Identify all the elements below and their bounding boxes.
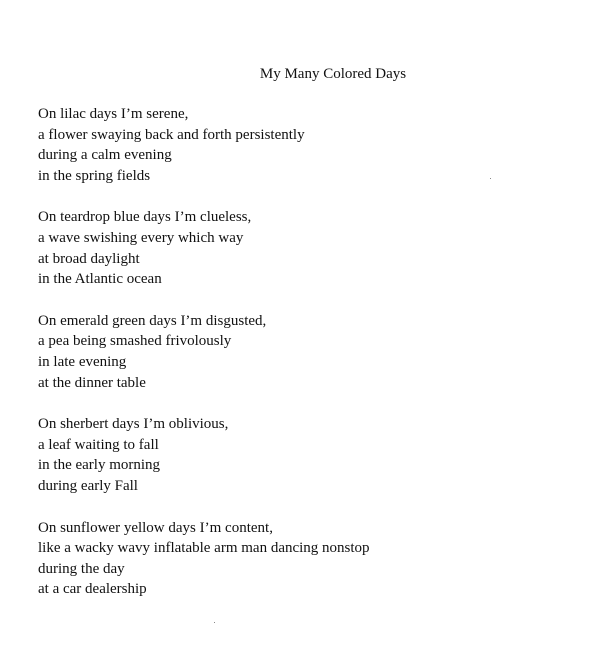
poem-line: at broad daylight <box>38 250 140 267</box>
stanza-1 <box>38 104 578 186</box>
poem-line: On sunflower yellow days I’m content, <box>38 519 273 536</box>
stanza-2 <box>38 207 578 289</box>
poem-line: in late evening <box>38 353 127 370</box>
poem-line: a leaf waiting to fall <box>38 436 159 453</box>
poem-line: in the early morning <box>38 457 161 474</box>
poem-line: a pea being smashed frivolously <box>38 333 232 350</box>
stanza-5 <box>38 518 578 600</box>
poem-line: a flower swaying back and forth persistently <box>38 126 305 143</box>
stanza-3 <box>38 311 578 393</box>
poem-line: during a calm evening <box>38 147 172 164</box>
scan-speck <box>490 178 491 179</box>
poem-line: On sherbert days I’m oblivious, <box>38 416 229 433</box>
scan-speck <box>214 622 215 623</box>
poem-line: at a car dealership <box>38 581 147 598</box>
poem-line: in the spring fields <box>38 167 151 184</box>
poem-line: a wave swishing every which way <box>38 229 244 246</box>
poem-body <box>38 104 578 621</box>
poem-line: at the dinner table <box>38 374 146 391</box>
poem-line: during the day <box>38 560 125 577</box>
poem-line: On lilac days I’m serene, <box>38 106 189 122</box>
poem-title: My Many Colored Days <box>259 66 407 82</box>
poem-line: during early Fall <box>38 477 138 494</box>
stanza-4 <box>38 414 578 496</box>
poem-line: like a wacky wavy inflatable arm man dancing nonstop <box>38 540 370 557</box>
poem-line: in the Atlantic ocean <box>38 271 162 288</box>
poem-line: On teardrop blue days I’m clueless, <box>38 209 252 226</box>
poem-line: On emerald green days I’m disgusted, <box>38 312 267 329</box>
